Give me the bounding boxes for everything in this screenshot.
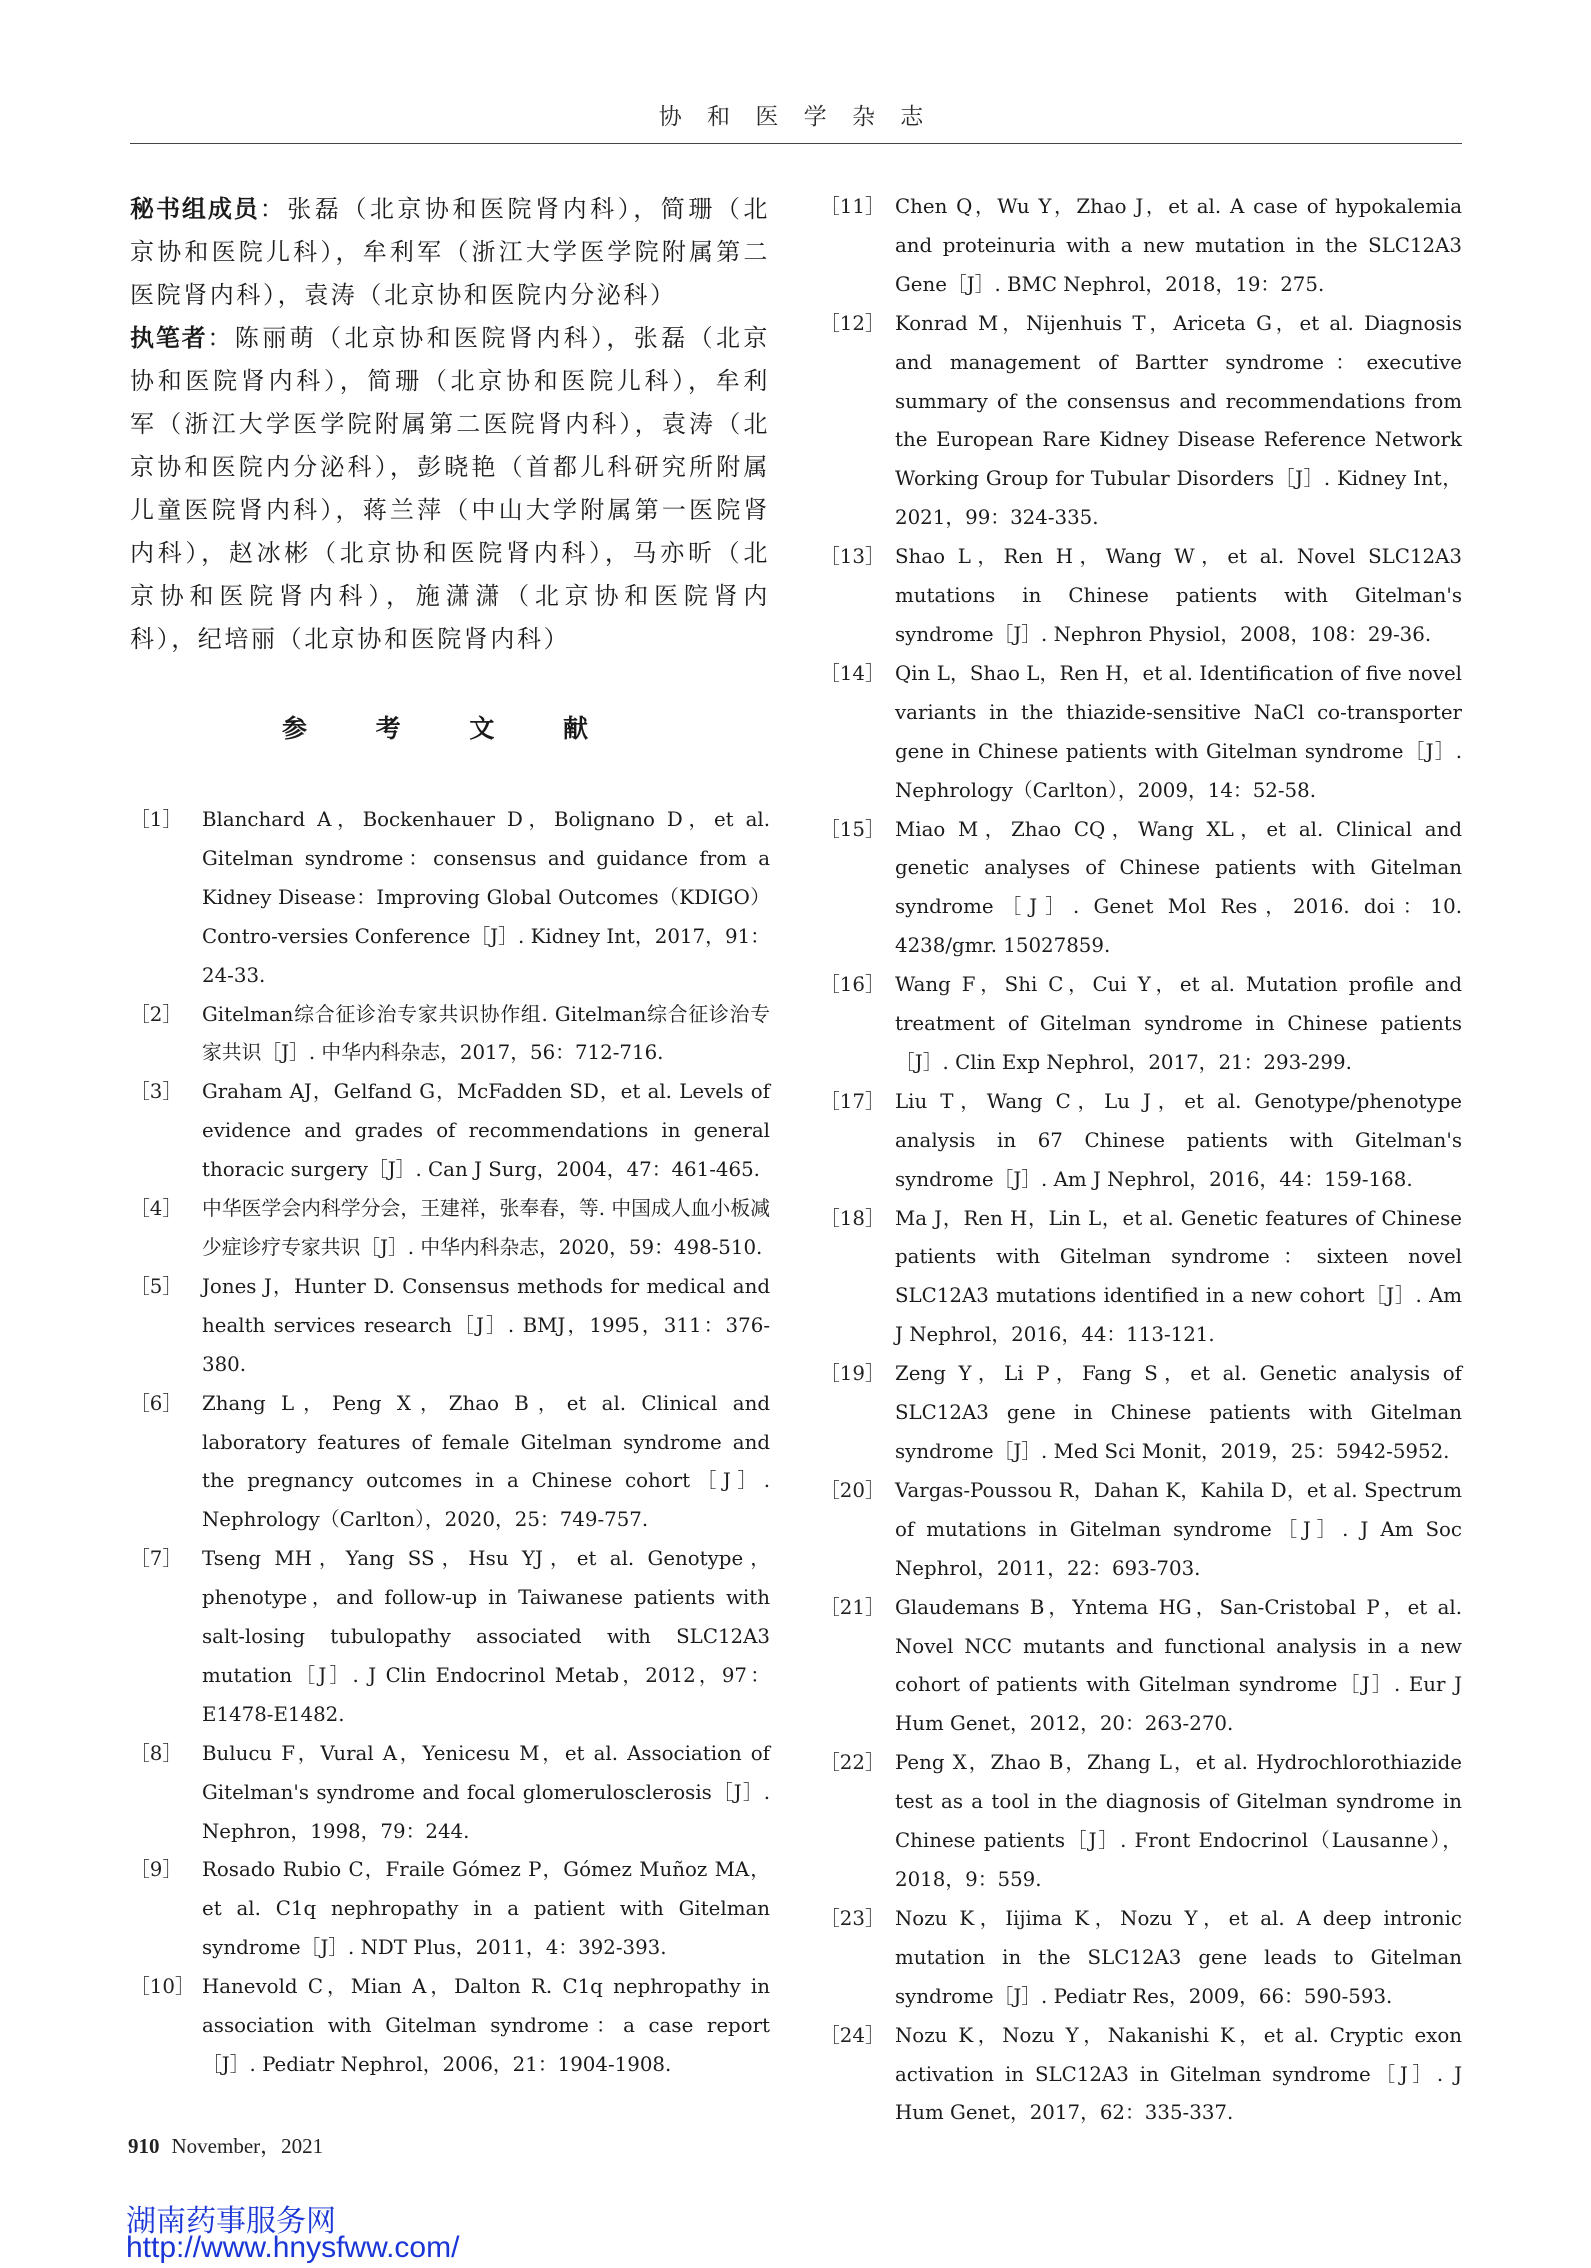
reference-text: Ma J，Ren H，Lin L，et al. Genetic features of Chinese patients with Gitelman syndrome：sixteen novel SLC12A3 mutations identified in a new cohort［J］. Am J Nephrol，2016，44：113-121. [895,1206,1462,1347]
reference-text: Shao L，Ren H，Wang W，et al. Novel SLC12A3 mutations in Chinese patients with Gitelman's syndrome［J］. Nephron Physiol，2008，108：29-36. [895,545,1462,646]
issue-date: November，2021 [171,2134,324,2158]
journal-title: 协 和 医 学 杂 志 [658,104,933,130]
reference-text: Blanchard A，Bockenhauer D，Bolignano D，et al. Gitelman syndrome：consensus and guidance from a Kidney Disease：Improving Global Outcomes（KDIGO）Contro-versies Conference［J］. Kidney Int，2017，91：24-33. [202,808,770,987]
reference-number: ［15］ [820,817,885,841]
reference-item [820,1200,1462,1356]
reference-item [130,1735,770,1852]
reference-item [130,1073,770,1190]
reference-number: ［7］ [130,1547,183,1571]
reference-item [130,1190,770,1268]
reference-text: Qin L，Shao L，Ren H，et al. Identification of five novel variants in the thiazide-sensitive NaCl co-transporter gene in Chinese patients with Gitelman syndrome［J］. Nephrology（Carlton），2009，14：52-58. [895,661,1462,802]
reference-text: Wang F，Shi C，Cui Y，et al. Mutation profile and treatment of Gitelman syndrome in Chinese patients［J］. Clin Exp Nephrol，2017，21：293-299. [895,973,1462,1074]
reference-item [130,1268,770,1385]
reference-text: Vargas-Poussou R，Dahan K，Kahila D，et al. Spectrum of mutations in Gitelman syndrome［J］. J Am Soc Nephrol，2011，22：693-703. [895,1478,1462,1580]
reference-text: Konrad M，Nijenhuis T，Ariceta G，et al. Diagnosis and management of Bartter syndrome：executive summary of the consensus and recommendations from the European Rare Kidney Disease Reference Network Working Group for Tubular Disorders［J］. Kidney Int，2021，99：324-335. [895,311,1462,530]
reference-number: ［16］ [820,973,885,997]
reference-text: Gitelman综合征诊治专家共识协作组. Gitelman综合征诊治专家共识［J］. 中华内科杂志，2017，56：712-716. [202,1002,770,1065]
reference-number: ［21］ [820,1595,885,1619]
reference-item [820,1589,1462,1745]
reference-item [130,801,770,996]
writers-text: ：陈丽萌（北京协和医院肾内科），张磊（北京协和医院肾内科），简珊（北京协和医院儿科），牟利军（浙江大学医学院附属第二医院肾内科），袁涛（北京协和医院内分泌科），彭晓艳（首都儿科研究所附属儿童医院肾内科），蒋兰萍（中山大学附属第一医院肾内科），赵冰彬（北京协和医院肾内科），马亦昕（北京协和医院肾内科），施潇潇（北京协和医院肾内科），纪培丽（北京协和医院肾内科） [130,324,770,653]
reference-number: ［3］ [130,1080,183,1104]
reference-item [820,1900,1462,2017]
references-heading: 参 考 文 献 [281,714,619,743]
reference-text: Liu T，Wang C，Lu J，et al. Genotype/phenotype analysis in 67 Chinese patients with Gitelman's syndrome［J］. Am J Nephrol，2016，44：159-168. [895,1089,1462,1191]
reference-number: ［20］ [820,1478,885,1502]
reference-text: Tseng MH，Yang SS，Hsu YJ，et al. Genotype，phenotype，and follow-up in Taiwanese patients with salt-losing tubulopathy associated with SLC12A3 mutation［J］. J Clin Endocrinol Metab，2012，97：E1478-E1482. [202,1547,770,1726]
reference-text: Graham AJ，Gelfand G，McFadden SD，et al. Levels of evidence and grades of recommendations in general thoracic surgery［J］. Can J Surg，2004，47：461-465. [202,1080,770,1182]
reference-item [820,966,1462,1083]
reference-text: Glaudemans B，Yntema HG，San-Cristobal P，et al. Novel NCC mutants and functional analysis in a new cohort of patients with Gitelman syndrome［J］. Eur J Hum Genet，2012，20：263-270. [895,1595,1462,1736]
reference-item [820,1355,1462,1472]
reference-number: ［5］ [130,1274,183,1298]
reference-item [820,2017,1462,2134]
left-column [130,188,770,2085]
reference-item [820,1083,1462,1200]
reference-item [820,1744,1462,1900]
writers-label: 执笔者 [130,324,208,352]
reference-item [820,811,1462,967]
reference-number: ［6］ [130,1391,183,1415]
reference-text: Miao M，Zhao CQ，Wang XL，et al. Clinical and genetic analyses of Chinese patients with Gitelman syndrome［J］. Genet Mol Res，2016. doi：10. 4238/gmr. 15027859. [895,817,1462,958]
secretary-group-text: ：张磊（北京协和医院肾内科），简珊（北京协和医院儿科），牟利军（浙江大学医学院附属第二医院肾内科），袁涛（北京协和医院内分泌科） [130,195,771,309]
reference-text: Rosado Rubio C，Fraile Gómez P，Gómez Muñoz MA，et al. C1q nephropathy in a patient with Gitelman syndrome［J］. NDT Plus，2011，4：392-393. [202,1858,770,1960]
watermark-site-name: 湖南药事服务网 [126,2204,336,2239]
reference-item [820,1472,1462,1589]
reference-list-right [820,188,1462,2133]
reference-number: ［2］ [130,1002,183,1026]
reference-number: ［17］ [820,1089,885,1113]
reference-item [820,655,1462,811]
reference-text: Jones J，Hunter D. Consensus methods for medical and health services research［J］. BMJ，1995，311：376-380. [202,1274,770,1376]
secretary-group-paragraph [130,188,770,317]
reference-number: ［8］ [130,1741,183,1765]
reference-number: ［19］ [820,1362,885,1386]
reference-item [820,538,1462,655]
reference-number: ［4］ [130,1197,183,1221]
watermark-url[interactable]: http://www.hnysfww.com/ [126,2231,460,2264]
page-footer [128,2130,323,2160]
reference-number: ［18］ [820,1206,885,1230]
reference-number: ［11］ [820,195,885,218]
reference-text: Bulucu F，Vural A，Yenicesu M，et al. Association of Gitelman's syndrome and focal glomerulosclerosis［J］. Nephron，1998，79：244. [202,1741,770,1843]
reference-number: ［14］ [820,661,885,685]
reference-item [130,1385,770,1541]
reference-text: 中华医学会内科学分会，王建祥，张奉春，等. 中国成人血小板减少症诊疗专家共识［J］. 中华内科杂志，2020，59：498-510. [202,1197,770,1259]
reference-text: Peng X，Zhao B，Zhang L，et al. Hydrochlorothiazide test as a tool in the diagnosis of Gitelman syndrome in Chinese patients［J］. Front Endocrinol（Lausanne），2018，9：559. [895,1751,1462,1891]
reference-item [820,188,1462,305]
reference-item [130,1540,770,1735]
reference-number: ［1］ [130,808,183,831]
reference-item [130,996,770,1074]
reference-number: ［10］ [130,1975,195,1999]
reference-list-left [130,801,770,2085]
reference-number: ［24］ [820,2023,885,2047]
reference-number: ［9］ [130,1858,183,1882]
reference-text: Nozu K，Nozu Y，Nakanishi K，et al. Cryptic exon activation in SLC12A3 in Gitelman syndrome［J］. J Hum Genet，2017，62：335-337. [895,2023,1462,2125]
reference-number: ［13］ [820,545,885,569]
reference-number: ［12］ [820,311,885,335]
reference-text: Nozu K，Iijima K，Nozu Y，et al. A deep intronic mutation in the SLC12A3 gene leads to Gitelman syndrome［J］. Pediatr Res，2009，66：590-593. [895,1906,1462,2008]
writers-paragraph [130,317,770,661]
reference-number: ［22］ [820,1751,885,1775]
header-rule [130,143,1462,144]
reference-item [130,1851,770,1968]
reference-text: Chen Q，Wu Y，Zhao J，et al. A case of hypokalemia and proteinuria with a new mutation in the SLC12A3 Gene［J］. BMC Nephrol，2018，19：275. [895,195,1462,296]
reference-text: Hanevold C，Mian A，Dalton R. C1q nephropathy in association with Gitelman syndrome：a case report［J］. Pediatr Nephrol，2006，21：1904-1908. [202,1975,770,2076]
reference-item [130,1968,770,2085]
reference-text: Zhang L，Peng X，Zhao B，et al. Clinical and laboratory features of female Gitelman syndrome and the pregnancy outcomes in a Chinese cohort［J］. Nephrology（Carlton），2020，25：749-757. [202,1391,770,1532]
page-number: 910 [128,2134,160,2158]
reference-item [820,305,1462,538]
reference-number: ［23］ [820,1906,885,1930]
reference-text: Zeng Y，Li P，Fang S，et al. Genetic analysis of SLC12A3 gene in Chinese patients with Gitelman syndrome［J］. Med Sci Monit，2019，25：5942-5952. [895,1362,1462,1463]
right-column [820,188,1462,2133]
secretary-group-label: 秘书组成员 [130,195,260,223]
